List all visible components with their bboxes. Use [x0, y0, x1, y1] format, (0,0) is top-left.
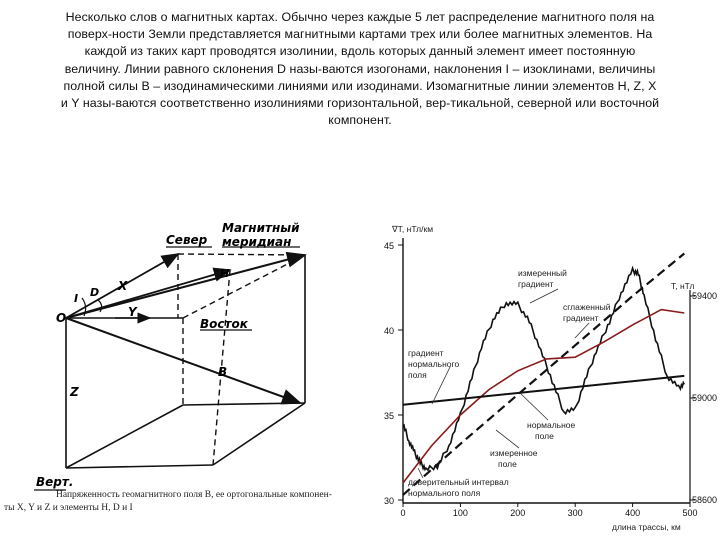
left-tick-label: 35	[383, 411, 394, 421]
paragraph-line: каждой из таких карт проводятся изолинии, вдоль которых данный элемент имеет постоянную	[84, 44, 636, 59]
i-label: I	[74, 292, 79, 305]
paragraph-line: поверх-ности Земли представляется магнитными картами трех или более магнитных элементов. На	[67, 27, 653, 42]
right-tick-label: 58600	[692, 495, 718, 505]
right-axis-label: T, нТл	[671, 281, 695, 291]
figure-caption-line1: Напряженность геомагнитного поля B, ее ортогональные компонен-	[56, 490, 332, 500]
z-label: Z	[70, 385, 79, 399]
x-tick-label: 400	[625, 508, 641, 518]
meridian-label: меридиан	[222, 235, 292, 249]
annotation-normal-gradient: градиент	[408, 348, 444, 358]
y-label: Y	[128, 305, 137, 319]
origin-label: O	[56, 311, 67, 325]
vertical-label: Верт.	[36, 475, 74, 489]
annotation-measured-gradient: измеренный	[518, 268, 567, 278]
right-tick-label: 59000	[692, 393, 718, 403]
annotation-smoothed-gradient: сглаженный	[563, 302, 611, 312]
annotation-measured-field: измеренное	[490, 448, 538, 458]
paragraph-line: величину. Линии равного склонения D назы-ваются изогонами, наклонения I – изоклинами, величины	[64, 61, 656, 76]
x-tick-label: 300	[567, 508, 583, 518]
left-tick-label: 30	[383, 496, 394, 506]
d-label: D	[90, 286, 100, 299]
paragraph-line: Несколько слов о магнитных картах. Обычно через каждые 5 лет распределение магнитного поля на	[65, 10, 655, 24]
annotation-normal-gradient: поля	[408, 370, 427, 380]
north-label: Север	[166, 233, 208, 247]
paragraph-line: полной силы B – изодинамическими линиями или изодинами. Изомагнитные линии элементов H, Z, X	[63, 78, 657, 93]
paragraph-line: и Y назы-ваются соответственно изолиниями горизонтальной, вер-тикальной, северной или восточной	[60, 96, 660, 111]
paragraph-line: компонент.	[328, 113, 392, 128]
x-tick-label: 500	[682, 508, 698, 518]
annotation-normal-field: нормальное	[527, 420, 576, 430]
leader-line	[530, 289, 558, 303]
x-tick-label: 200	[510, 508, 526, 518]
series-line-3	[403, 376, 684, 405]
annotation-measured-gradient: градиент	[518, 279, 554, 289]
x-axis-label: длина трассы, км	[612, 522, 681, 532]
figure-caption-line2: ты X, Y и Z и элементы H, D и I	[4, 503, 133, 513]
left-tick-label: 40	[383, 326, 394, 336]
x-tick-label: 100	[452, 508, 468, 518]
right-tick-label: 59400	[692, 291, 718, 301]
h-label: H	[220, 267, 230, 280]
annotation-interval: нормального поля	[408, 488, 481, 498]
left-tick-label: 45	[383, 241, 394, 251]
x-tick-label: 0	[400, 508, 406, 518]
annotation-normal-field: поле	[535, 431, 554, 441]
leader-line	[520, 393, 548, 420]
east-label: Восток	[200, 317, 248, 331]
annotation-interval: доверительный интервал	[408, 477, 509, 487]
left-axis-label: ∇T, нТл/км	[392, 224, 434, 234]
b-label: B	[218, 365, 228, 379]
annotation-measured-field: поле	[498, 459, 517, 469]
leader-line	[496, 430, 519, 448]
leader-line	[432, 367, 450, 404]
annotation-smoothed-gradient: градиент	[563, 313, 599, 323]
x-label: X	[118, 279, 128, 293]
annotation-normal-gradient: нормального	[408, 359, 460, 369]
meridian-label: Магнитный	[222, 221, 300, 235]
